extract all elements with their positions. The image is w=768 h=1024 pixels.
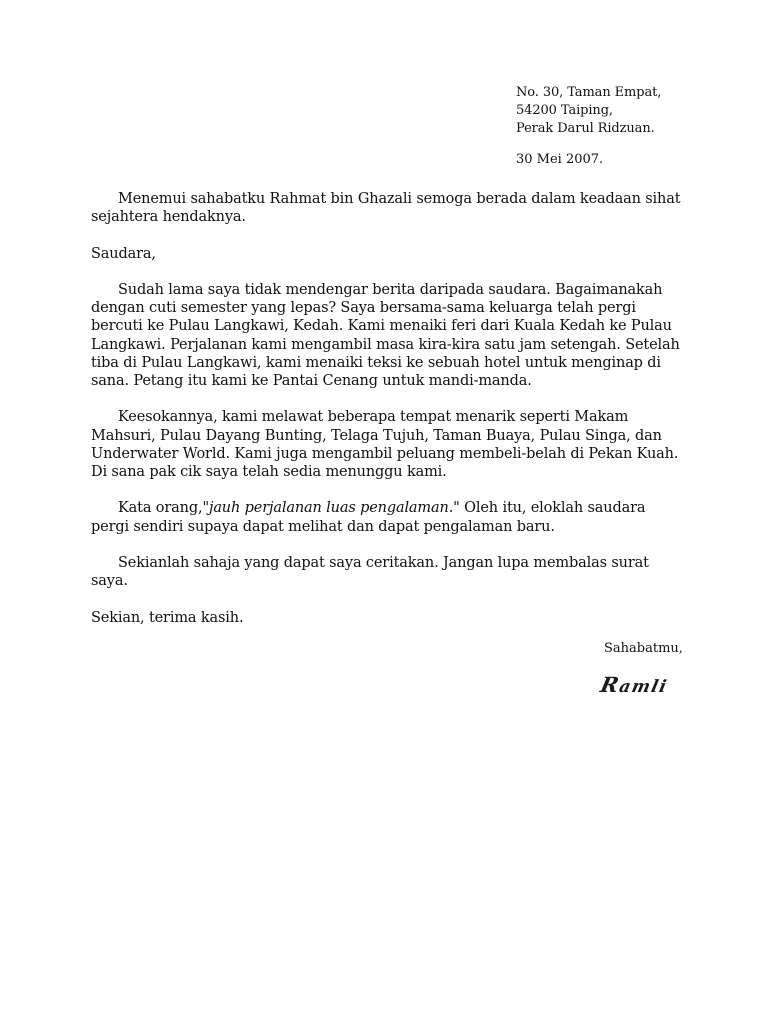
proverb-quote: jauh perjalanan luas pengalaman bbox=[208, 500, 449, 517]
sign-off: Sahabatmu, bbox=[604, 641, 683, 656]
body-paragraph-4: Sekianlah sahaja yang dapat saya ceritakan. Jangan lupa membalas surat saya. bbox=[91, 554, 649, 590]
address-line-2: 54200 Taiping, bbox=[516, 103, 613, 118]
salutation: Saudara, bbox=[91, 245, 156, 262]
greeting-paragraph: Menemui sahabatku Rahmat bin Ghazali semoga berada dalam keadaan sihat sejahtera hendaknya. bbox=[91, 191, 681, 226]
signature bbox=[598, 672, 670, 697]
closing-line: Sekian, terima kasih. bbox=[91, 609, 244, 626]
letter-date: 30 Mei 2007. bbox=[516, 152, 604, 167]
address-line-3: Perak Darul Ridzuan. bbox=[516, 121, 655, 136]
quote-prefix: Kata orang," bbox=[118, 500, 209, 517]
address-line-1: No. 30, Taman Empat, bbox=[516, 85, 662, 100]
quote-suffix: ." Oleh itu, eloklah saudara pergi sendiri supaya dapat melihat dan dapat pengalaman baru. bbox=[91, 500, 646, 535]
sender-address bbox=[516, 84, 661, 138]
body-paragraph-3 bbox=[91, 499, 681, 535]
body-paragraph-2: Keesokannya, kami melawat beberapa tempat menarik seperti Makam Mahsuri, Pulau Dayang Bunting, Telaga Tujuh, Taman Buaya, Pulau Singa, dan Underwater World. Kami juga mengambil peluang membeli-belah di Pekan Kuah. Di sana pak cik saya telah sedia menunggu kami. bbox=[91, 409, 679, 480]
signature-rest: amli bbox=[617, 677, 670, 697]
signature-initial: R bbox=[598, 672, 623, 697]
body-paragraph-1: Sudah lama saya tidak mendengar berita daripada saudara. Bagaimanakah dengan cuti semester yang lepas? Saya bersama-sama keluarga telah pergi bercuti ke Pulau Langkawi, Kedah. Kami menaiki feri dari Kuala Kedah ke Pulau Langkawi. Perjalanan kami mengambil masa kira-kira satu jam setengah. Setelah tiba di Pulau Langkawi, kami menaiki teksi ke sebuah hotel untuk menginap di sana. Petang itu kami ke Pantai Cenang untuk mandi-manda. bbox=[91, 281, 680, 389]
letter-body bbox=[91, 190, 681, 645]
